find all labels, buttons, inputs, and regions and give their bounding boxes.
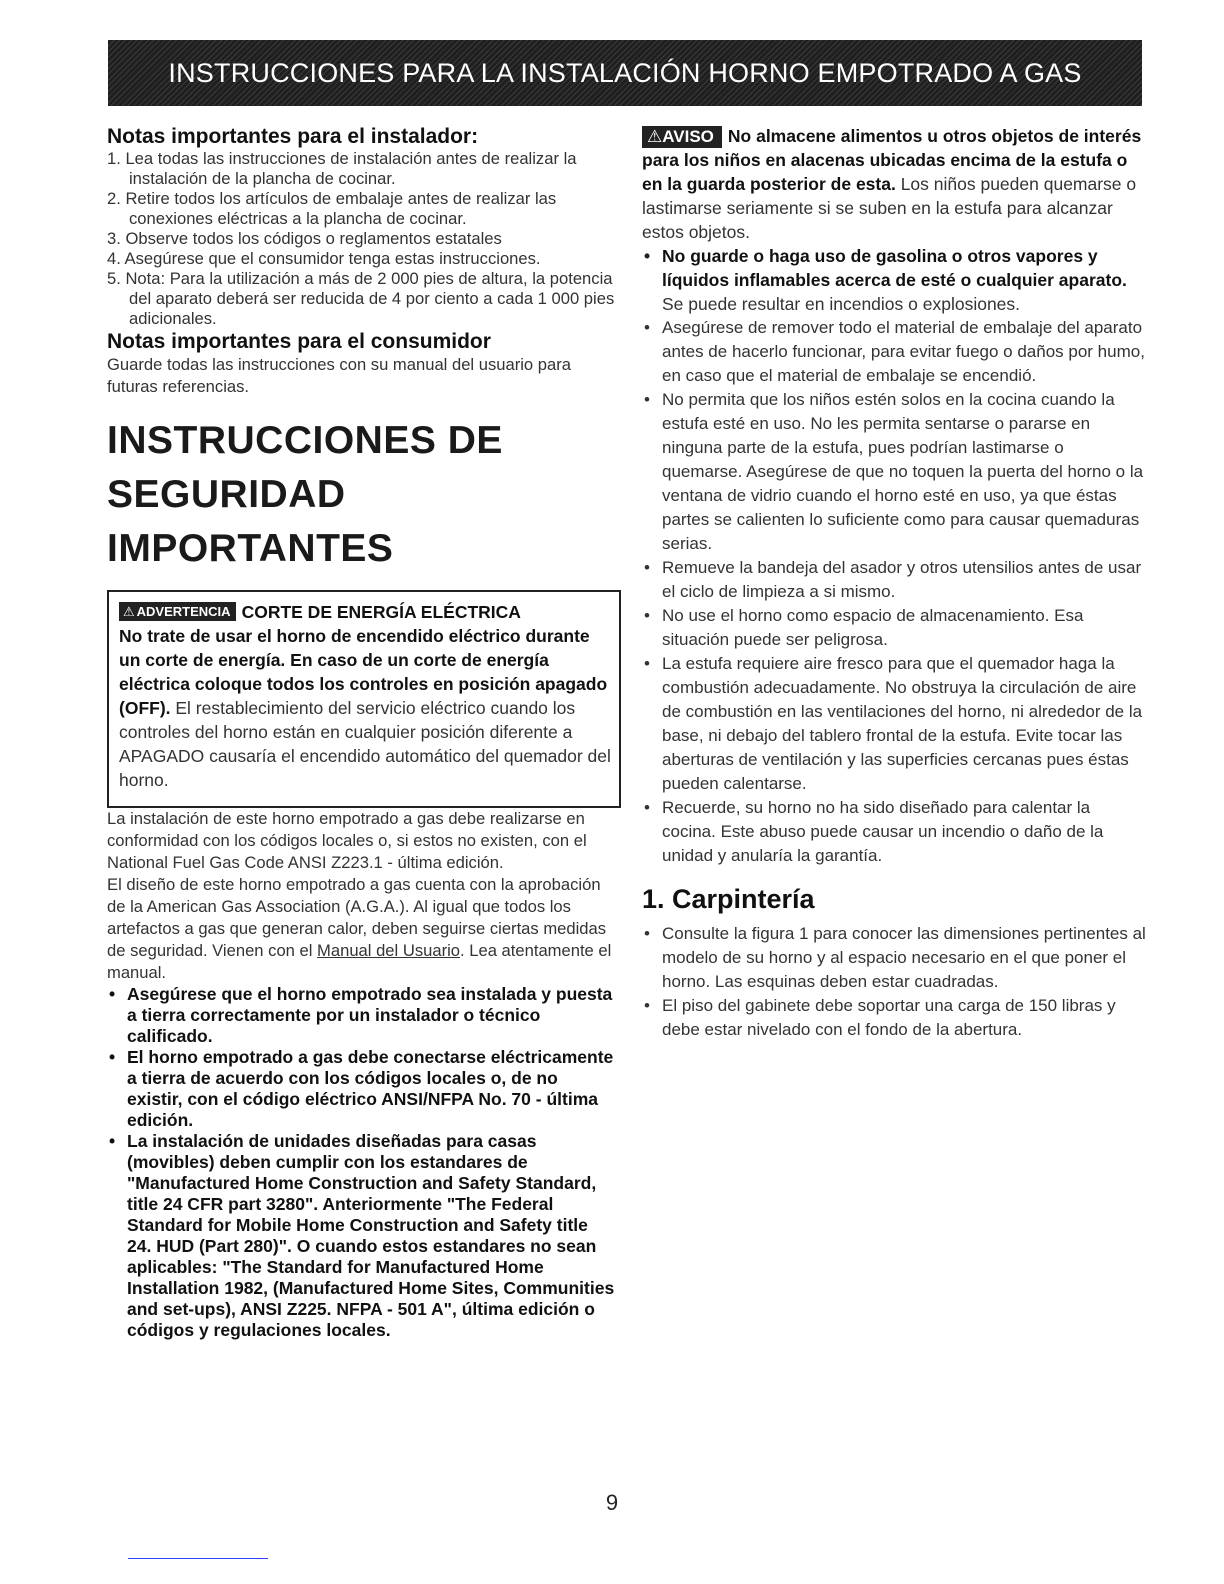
list-item: 4. Asegúrese que el consumidor tenga estas instrucciones. [107,249,541,268]
safety-title-line1: INSTRUCCIONES DE [107,419,503,462]
list-item: • El piso del gabinete debe soportar una carga de 150 libras y debe estar nivelado con el fondo de la abertura. [642,994,1146,1042]
list-item: • No permita que los niños estén solos en la cocina cuando la estufa esté en uso. No les permita sentarse o pararse en ninguna parte de la estufa, pues podrían lastimarse o quemarse. Asegúrese de que no toquen la puerta del horno o la ventana de vidrio cuando el horno esté en uso, ya que éstas partes se calienten lo suficiente como para causar quemaduras serias. [642,388,1146,556]
warning-box [107,590,621,808]
aviso-badge: ⚠AVISO [642,126,722,148]
consumer-notes-text: Guarde todas las instrucciones con su manual del usuario para futuras referencias. [107,355,571,396]
installer-notes-list [107,149,615,329]
warning-text: No trate de usar el horno de encendido eléctrico durante un corte de energía. En caso de un corte de energía eléctrica coloque todos los controles en posición apagado (OFF). El restablecimiento del servicio eléctrico cuando los controles del horno están en cualquier posición diferente a APAGADO causaría el encendido automático del quemador del horno. [119,626,611,790]
warning-triangle-icon: ⚠ [647,127,663,146]
manual-link[interactable]: Manual del Usuario [317,941,461,960]
list-item: 5. Nota: Para la utilización a más de 2 000 pies de altura, la potencia del aparato deberá ser reducida de 4 por ciento a cada 1 000 pies adicionales. [107,269,615,328]
list-item: 1. Lea todas las instrucciones de instalación antes de realizar la instalación de la plancha de cocinar. [107,149,577,188]
list-item: 3. Observe todos los códigos o reglamentos estatales [107,229,502,248]
carpinteria-heading: 1. Carpintería [642,884,815,914]
list-item: • Remueve la bandeja del asador y otros utensilios antes de usar el ciclo de limpieza a si mismo. [642,556,1146,604]
list-item: • Asegúrese de remover todo el material de embalaje del aparato antes de hacerlo funcionar, para evitar fuego o daños por humo, en caso que el material de embalaje se encendió. [642,316,1146,388]
aviso-paragraph: ⚠AVISO No almacene alimentos u otros objetos de interés para los niños en alacenas ubicadas encima de la estufa o en la guarda posterior de esta. Los niños pueden quemarse o lastimarse seriamente si se suben en la estufa para alcanzar estos objetos. [642,126,1142,242]
banner-title: INSTRUCCIONES PARA LA INSTALACIÓN HORNO EMPOTRADO A GAS [168,57,1082,88]
installer-notes-heading: Notas importantes para el instalador: [107,125,479,148]
list-item: • Asegúrese que el horno empotrado sea instalada y puesta a tierra correctamente por un instalador o técnico calificado. [107,984,615,1047]
right-column [642,124,1146,1042]
page-number: 9 [605,1490,619,1515]
left-column [107,124,615,1341]
consumer-notes-heading: Notas importantes para el consumidor [107,330,491,353]
list-item: • No guarde o haga uso de gasolina o otros vapores y líquidos inflamables acerca de esté o cualquier aparato. Se puede resultar en incendios o explosiones. [642,244,1146,316]
safety-bullets-list [642,244,1146,316]
list-item: • El horno empotrado a gas debe conectarse eléctricamente a tierra de acuerdo con los códigos locales o, de no existir, con el código eléctrico ANSI/NFPA No. 70 - última edición. [107,1047,615,1131]
footer-divider [128,1558,268,1559]
list-item: • Recuerde, su horno no ha sido diseñado para calentar la cocina. Este abuso puede causar un incendio o daño de la unidad y anularía la garantía. [642,796,1146,868]
gas-code-paragraph: La instalación de este horno empotrado a gas debe realizarse en conformidad con los códigos locales o, si estos no existen, con el National Fuel Gas Code ANSI Z223.1 - última edición. [107,809,587,872]
warning-heading [119,600,611,624]
aga-paragraph: El diseño de este horno empotrado a gas cuenta con la aprobación de la American Gas Association (A.G.A.). Al igual que todos los artefactos a gas que generan calor, deben seguirse ciertas medidas de seguridad. Vienen con el Manual del Usuario. Lea atentamente el manual. [107,875,612,982]
page-banner [108,40,1142,106]
list-item: • Consulte la figura 1 para conocer las dimensiones pertinentes al modelo de su horno y al espacio necesario en el que poner el horno. Las esquinas deben estar cuadradas. [642,922,1146,994]
safety-title-line2: SEGURIDAD IMPORTANTES [107,473,394,570]
carpinteria-list [642,922,1146,1042]
list-item: • La estufa requiere aire fresco para que el quemador haga la combustión adecuadamente. No obstruya la circulación de aire de combustión en las ventilaciones del horno, ni alrededor de la base, ni debajo del tablero frontal de la estufa. Evite tocar las aberturas de ventilación y las superficies cercanas pues éstas pueden calentarse. [642,652,1146,796]
warning-badge: ⚠ ADVERTENCIA [119,602,236,621]
installation-requirements-list [107,984,615,1341]
list-item: • La instalación de unidades diseñadas para casas (movibles) deben cumplir con los estandares de "Manufactured Home Construction and Safety Standard, title 24 CFR part 3280". Anteriormente "The Federal Standard for Mobile Home Construction and Safety title 24. HUD (Part 280)". O cuando estos estandares no sean aplicables: "The Standard for Manufactured Home Installation 1982, (Manufactured Home Sites, Communities and set-ups), ANSI Z225. NFPA - 501 A", última edición o códigos y regulaciones locales. [107,1131,615,1341]
safety-bullets-list-continued [642,316,1146,868]
list-item: • No use el horno como espacio de almacenamiento. Esa situación puede ser peligrosa. [642,604,1146,652]
safety-title [107,414,615,576]
warning-triangle-icon: ⚠ [123,604,135,619]
warning-title: CORTE DE ENERGÍA ELÉCTRICA [241,602,521,622]
list-item: 2. Retire todos los artículos de embalaje antes de realizar las conexiones eléctricas a la plancha de cocinar. [107,189,557,228]
